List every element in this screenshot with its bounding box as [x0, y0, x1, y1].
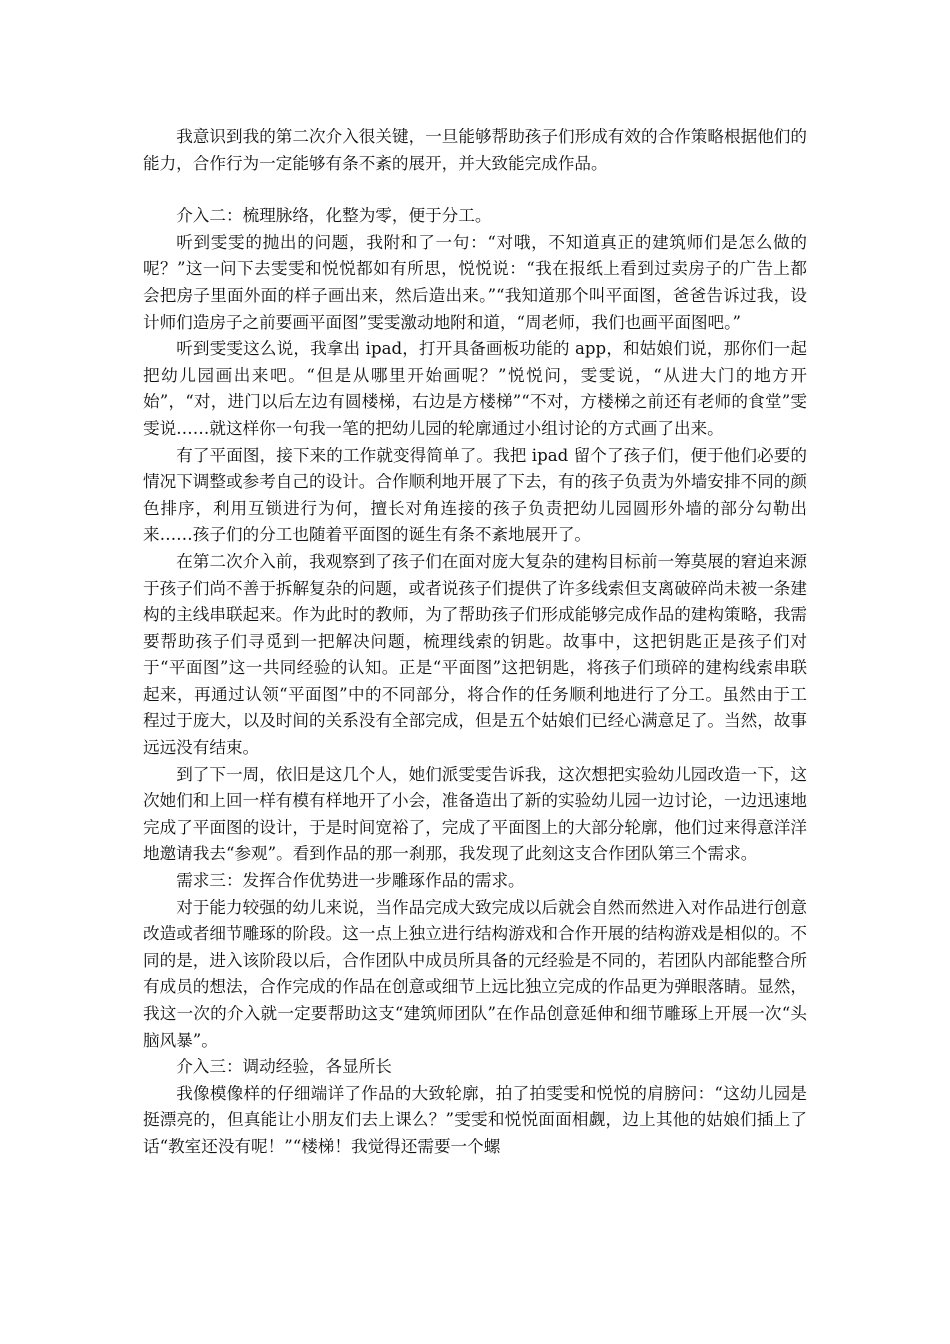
paragraph-division-of-labor: 有了平面图，接下来的工作就变得简单了。我把 ipad 留个了孩子们，便于他们必要的情况下调整或参考自己的设计。合作顺利地开展了下去，有的孩子负责为外墙安排不同的颜色排序，利用互锁进行为何，擅长对角连接的孩子负责把幼儿园圆形外墙的部分勾勒出来……孩子们的分工也随着平面图的诞生有条不紊地展开了。 — [143, 445, 807, 545]
paragraph-need-three-analysis: 对于能力较强的幼儿来说，当作品完成大致完成以后就会自然而然进入对作品进行创意改造或者细节雕琢的阶段。这一点上独立进行结构游戏和合作开展的结构游戏是相似的。不同的是，进入该阶段以后，合作团队中成员所具备的元经验是不同的，若团队内部能整合所有成员的想法，合作完成的作品在创意或细节上远比独立完成的作品更为弹眼落睛。显然，我这一次的介入就一定要帮助这支“建筑师团队”在作品创意延伸和细节雕琢上开展一次“头脑风暴”。 — [143, 897, 807, 1050]
paragraph-next-week: 到了下一周，依旧是这几个人，她们派雯雯告诉我，这次想把实验幼儿园改造一下，这次她们和上回一样有模有样地开了小会，准备造出了新的实验幼儿园一边讨论，一边迅速地完成了平面图的设计，于是时间宽裕了，完成了平面图上的大部分轮廓，他们过来得意洋洋地邀请我去“参观”。看到作品的那一刹那，我发现了此刻这支合作团队第三个需求。 — [143, 764, 807, 864]
paragraph-intervention-key: 我意识到我的第二次介入很关键，一旦能够帮助孩子们形成有效的合作策略根据他们的能力，合作行为一定能够有条不紊的展开，并大致能完成作品。 — [143, 127, 807, 173]
paragraph-intervention-three: 我像模像样的仔细端详了作品的大致轮廓，拍了拍雯雯和悦悦的肩膀问：“这幼儿园是挺漂亮的，但真能让小朋友们去上课么？”雯雯和悦悦面面相觑，边上其他的姑娘们插上了话“教室还没有呢！”“楼梯！我觉得还需要一个螺 — [143, 1083, 807, 1156]
paragraph-floor-plan-idea: 听到雯雯的抛出的问题，我附和了一句：“对哦，不知道真正的建筑师们是怎么做的呢？”这一问下去雯雯和悦悦都如有所思，悦悦说：“我在报纸上看到过卖房子的广告上都会把房子里面外面的样子画出来，然后造出来。”“我知道那个叫平面图，爸爸告诉过我，设计师们造房子之前要画平面图”雯雯激动地附和道，“周老师，我们也画平面图吧。” — [143, 232, 807, 332]
heading-intervention-two: 介入二：梳理脉络，化整为零，便于分工。 — [176, 206, 492, 226]
document-body — [143, 124, 807, 1161]
heading-intervention-three: 介入三：调动经验，各显所长 — [176, 1057, 392, 1077]
paragraph-ipad-drawing: 听到雯雯这么说，我拿出 ipad，打开具备画板功能的 app，和姑娘们说，那你们一起把幼儿园画出来吧。“但是从哪里开始画呢？”悦悦问，雯雯说，“从进大门的地方开始”，“对，进门以后左边有圆楼梯，右边是方楼梯”“不对，方楼梯之前还有老师的食堂”雯雯说……就这样你一句我一笔的把幼儿园的轮廓通过小组讨论的方式画了出来。 — [143, 339, 807, 438]
heading-need-three: 需求三：发挥合作优势进一步雕琢作品的需求。 — [176, 871, 525, 891]
paragraph-reflection: 在第二次介入前，我观察到了孩子们在面对庞大复杂的建构目标前一筹莫展的窘迫来源于孩子们尚不善于拆解复杂的问题，或者说孩子们提供了许多线索但支离破碎尚未被一条建构的主线串联起来。作为此时的教师，为了帮助孩子们形成能够完成作品的建构策略，我需要帮助孩子们寻觅到一把解决问题，梳理线索的钥匙。故事中，这把钥匙正是孩子们对于“平面图”这一共同经验的认知。正是“平面图”这把钥匙，将孩子们琐碎的建构线索串联起来，再通过认领“平面图”中的不同部分，将合作的任务顺利地进行了分工。虽然由于工程过于庞大，以及时间的关系没有全部完成，但是五个姑娘们已经心满意足了。当然，故事远远没有结束。 — [143, 551, 807, 758]
